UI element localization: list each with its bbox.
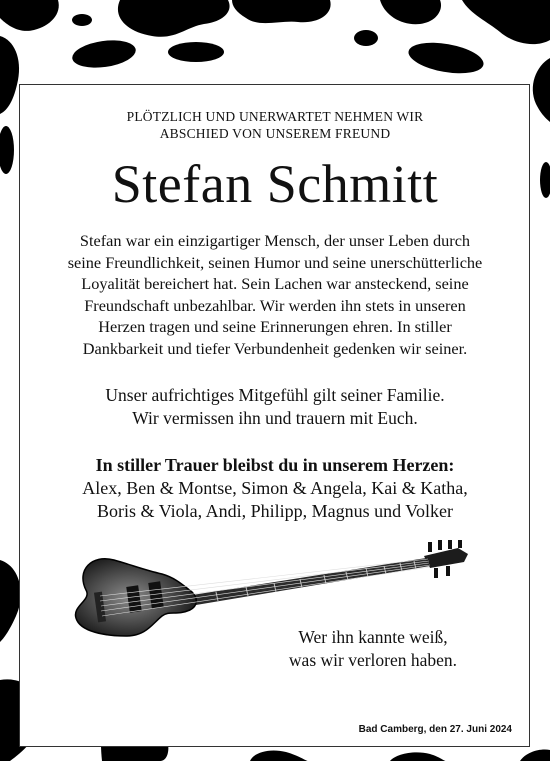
- deceased-name: Stefan Schmitt: [111, 154, 439, 214]
- bass-guitar-icon: [66, 540, 486, 640]
- condolence-line: Wir vermissen ihn und trauern mit Euch.: [132, 408, 418, 428]
- intro-text: [0, 108, 550, 142]
- mourner-names-line: Boris & Viola, Andi, Philipp, Magnus und Volker: [97, 501, 453, 521]
- tribute-text: [0, 230, 550, 359]
- tribute-line: Freundschaft unbezahlbar. Wir werden ihn stets in unseren: [84, 295, 466, 315]
- tribute-line: Stefan war ein einzigartiger Mensch, der unser Leben durch: [79, 231, 471, 250]
- mourner-names-line: Alex, Ben & Montse, Simon & Angela, Kai & Katha,: [82, 478, 468, 498]
- tribute-line: Loyalität bereichert hat. Sein Lachen war ansteckend, seine: [81, 274, 469, 293]
- condolence-text: [0, 384, 550, 430]
- tribute-line: Dankbarkeit und tiefer Verbundenheit gedenken wir seiner.: [82, 338, 468, 358]
- place-date: Bad Camberg, den 27. Juni 2024: [358, 724, 512, 735]
- mourning-heading: In stiller Trauer bleibst du in unserem Herzen:: [95, 455, 455, 475]
- condolence-line: Unser aufrichtiges Mitgefühl gilt seiner Familie.: [105, 385, 445, 405]
- tribute-line: Herzen tragen und seine Erinnerungen ehren. In stiller: [98, 317, 452, 336]
- mourners-block: [0, 454, 550, 523]
- intro-line: ABSCHIED VON UNSEREM FREUND: [159, 126, 391, 141]
- quote-line: Wer ihn kannte weiß,: [298, 627, 448, 647]
- tribute-line: seine Freundlichkeit, seinen Humor und seine unerschütterliche: [67, 252, 483, 272]
- closing-quote: [248, 626, 498, 672]
- quote-line: was wir verloren haben.: [288, 650, 458, 670]
- intro-line: PLÖTZLICH UND UNERWARTET NEHMEN WIR: [126, 109, 424, 124]
